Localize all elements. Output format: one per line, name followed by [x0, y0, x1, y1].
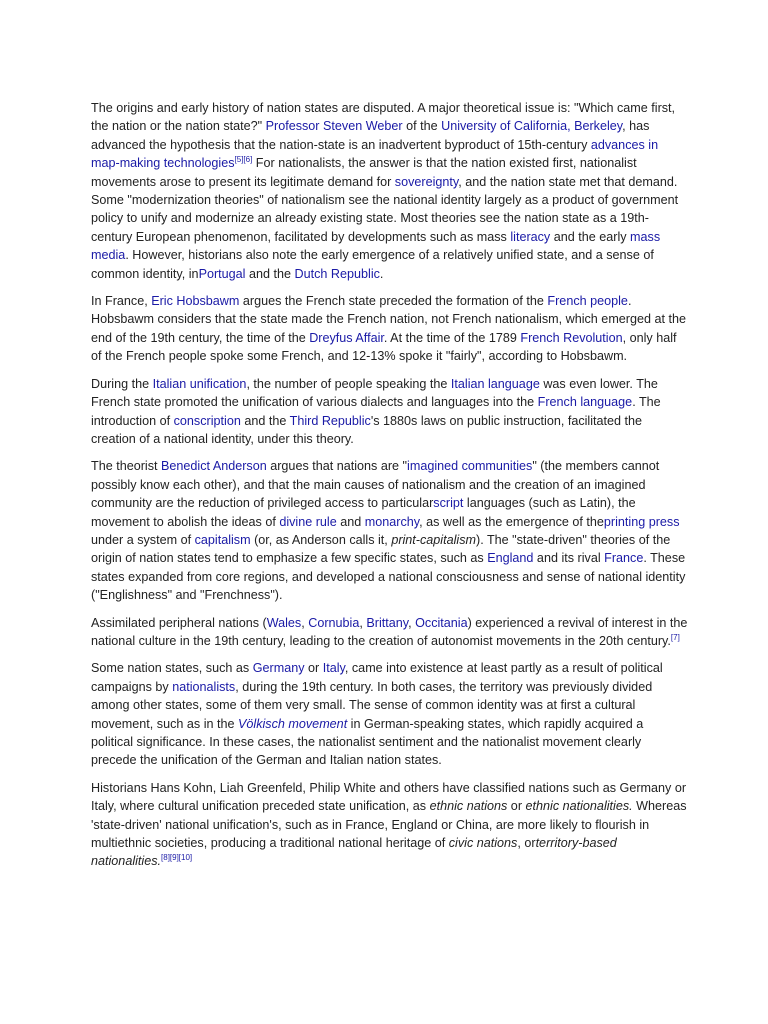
body-text: and — [336, 514, 365, 529]
body-text: and its rival — [533, 551, 605, 566]
body-text: , came into existence at least partly as a result of political campaigns by — [91, 661, 663, 694]
paragraph — [91, 99, 688, 283]
body-text: was even lower. The French state promoted the unification of various dialects and languages into the — [91, 376, 658, 410]
citation-ref[interactable]: [5][6] — [234, 155, 253, 165]
article-link[interactable]: Germany — [252, 661, 305, 676]
article-link[interactable]: Occitania — [415, 615, 468, 630]
body-text: In France, — [91, 294, 152, 309]
body-text: During the — [91, 376, 153, 391]
italic-text: print-capitalism — [391, 532, 476, 547]
article-link[interactable]: mass media — [91, 229, 661, 263]
article-link[interactable]: nationalists — [172, 679, 236, 694]
article-link[interactable]: French people — [547, 294, 628, 309]
article-link[interactable]: printing press — [603, 514, 680, 529]
body-text: , the number of people speaking the — [246, 376, 451, 391]
italic-text: territory-based nationalities. — [91, 836, 617, 869]
body-text: Whereas 'state-driven' national unification's, such as in France, England or China, are more likely to flourish in multiethnic societies, producing a traditional national heritage of — [91, 799, 687, 851]
body-text: or — [507, 799, 526, 814]
article-link[interactable]: divine rule — [279, 514, 337, 529]
body-text: . Hobsbawm considers that the state made the French nation, not French nationalism, which emerged at the end of the 19th century, the time of the — [91, 294, 687, 345]
citation-ref[interactable]: [7] — [670, 632, 680, 642]
body-text: . At the time of the 1789 — [383, 330, 521, 345]
body-text: . However, historians also note the early emergence of a relatively unified state, and a sense of common identity, in — [91, 248, 654, 281]
article-link[interactable]: Third Republic — [289, 413, 371, 428]
body-text: , or — [517, 836, 536, 851]
article-link[interactable]: Professor Steven Weber — [265, 119, 403, 134]
body-text: ). The "state-driven" theories of the origin of nation states tend to emphasize a few specific states, such as — [91, 532, 671, 566]
body-text: , and the nation state met that demand. Some "modernization theories" of nationalism see the national identity largely as a product of government policy to unify and modernize an already existing state. Most theories see the nation state as a 19th-century European phenomenon, facilitated by developments such as mass — [91, 174, 679, 244]
italic-text: ethnic nationalities. — [525, 799, 633, 814]
body-text: in German-speaking states, which rapidly acquired a political significance. In these cases, the nationalist sentiment and the nationalist movement clearly precede the unification of the German and Italian nation states. — [91, 716, 644, 768]
article-link[interactable]: France — [604, 551, 644, 566]
paragraph — [91, 779, 688, 871]
body-text: The theorist — [91, 459, 161, 474]
body-text: of the — [402, 119, 442, 134]
body-text: " (the members cannot possibly know each other), and that the main causes of nationalism and the creation of an imagined community are the reduction of privileged access to particular — [91, 459, 660, 511]
body-text: under a system of — [91, 532, 195, 547]
body-text: ) experienced a revival of interest in the national culture in the 19th century, leading to the creation of autonomist movements in the 20th century. — [91, 615, 688, 648]
article-link[interactable]: capitalism — [194, 532, 251, 547]
article-link[interactable]: University of California, Berkeley — [441, 119, 623, 134]
paragraph — [91, 375, 688, 449]
paragraph — [91, 659, 688, 769]
body-text: . The introduction of — [91, 395, 661, 428]
body-text: and the early — [550, 229, 631, 244]
body-text: 's 1880s laws on public instruction, facilitated the creation of a national identity, under this theory. — [91, 413, 643, 446]
body-text: . — [379, 266, 384, 281]
article-link[interactable]: Eric Hobsbawm — [151, 294, 240, 309]
body-text: and the — [245, 266, 295, 281]
article-link[interactable]: England — [487, 551, 534, 566]
body-text: argues that nations are " — [266, 459, 408, 474]
body-text: , only half of the French people spoke some French, and 12-13% spoke it "fairly", according to Hobsbawm. — [91, 330, 677, 364]
citation-ref[interactable]: [8][9][10] — [161, 853, 193, 863]
body-text: , — [408, 615, 416, 630]
body-text: , has advanced the hypothesis that the nation-state is an inadvertent byproduct of 15th-century — [91, 119, 650, 152]
body-text: or — [304, 661, 323, 676]
article-link[interactable]: Brittany — [366, 615, 409, 630]
article-link[interactable]: Italy — [322, 661, 345, 676]
body-text: Some nation states, such as — [91, 661, 253, 676]
article-link[interactable]: Cornubia — [308, 615, 360, 630]
article-link[interactable]: Dutch Republic — [294, 266, 380, 281]
article-link[interactable]: script — [433, 496, 464, 511]
body-text: Historians Hans Kohn, Liah Greenfeld, Philip White and others have classified nations such as Germany or Italy, where cultural unification preceded state unification, as — [91, 780, 687, 814]
article-link[interactable]: Italian unification — [152, 376, 247, 391]
paragraph — [91, 457, 688, 604]
body-text: Assimilated peripheral nations ( — [91, 615, 267, 630]
article-link[interactable]: monarchy — [364, 514, 420, 529]
italic-text: ethnic nations — [429, 799, 508, 814]
article-link[interactable]: French Revolution — [520, 330, 623, 345]
body-text: The origins and early history of nation states are disputed. A major theoretical issue is: "Which came first, the nation or the nation state?" — [91, 101, 676, 134]
article-link[interactable]: Wales — [266, 615, 302, 630]
article-link[interactable]: sovereignty — [394, 174, 459, 189]
article-body — [91, 99, 688, 871]
body-text: , during the 19th century. In both cases, the territory was previously divided among other states, some of them very small. The sense of common identity was at first a cultural movement, such as in the — [91, 679, 653, 731]
paragraph — [91, 292, 688, 366]
article-link[interactable]: advances in map-making technologies — [91, 137, 659, 171]
body-text: (or, as Anderson calls it, — [250, 532, 392, 547]
article-link[interactable]: Italian language — [450, 376, 540, 391]
body-text: , as well as the emergence of the — [419, 514, 604, 529]
article-link[interactable]: Portugal — [198, 266, 246, 281]
body-text: , — [359, 615, 367, 630]
body-text: languages (such as Latin), the movement to abolish the ideas of — [91, 496, 636, 529]
article-link[interactable]: conscription — [173, 413, 241, 428]
article-link[interactable]: Dreyfus Affair — [309, 330, 384, 345]
body-text: For nationalists, the answer is that the nation existed first, nationalist movements arose to present its legitimate demand for — [91, 156, 637, 189]
italic-text: civic nations — [448, 836, 518, 851]
article-link[interactable]: Benedict Anderson — [161, 459, 267, 474]
paragraph — [91, 614, 688, 651]
body-text: and the — [240, 413, 290, 428]
body-text: , — [301, 615, 309, 630]
article-link[interactable]: Völkisch movement — [238, 716, 348, 731]
article-link[interactable]: imagined communities — [407, 459, 533, 474]
body-text: . These states expanded from core regions, and developed a national consciousness and sense of national identity ("Englishness" and "Frenchness"). — [91, 551, 686, 603]
article-link[interactable]: French language — [537, 395, 633, 410]
article-link[interactable]: literacy — [510, 229, 551, 244]
body-text: argues the French state preceded the formation of the — [239, 294, 548, 309]
